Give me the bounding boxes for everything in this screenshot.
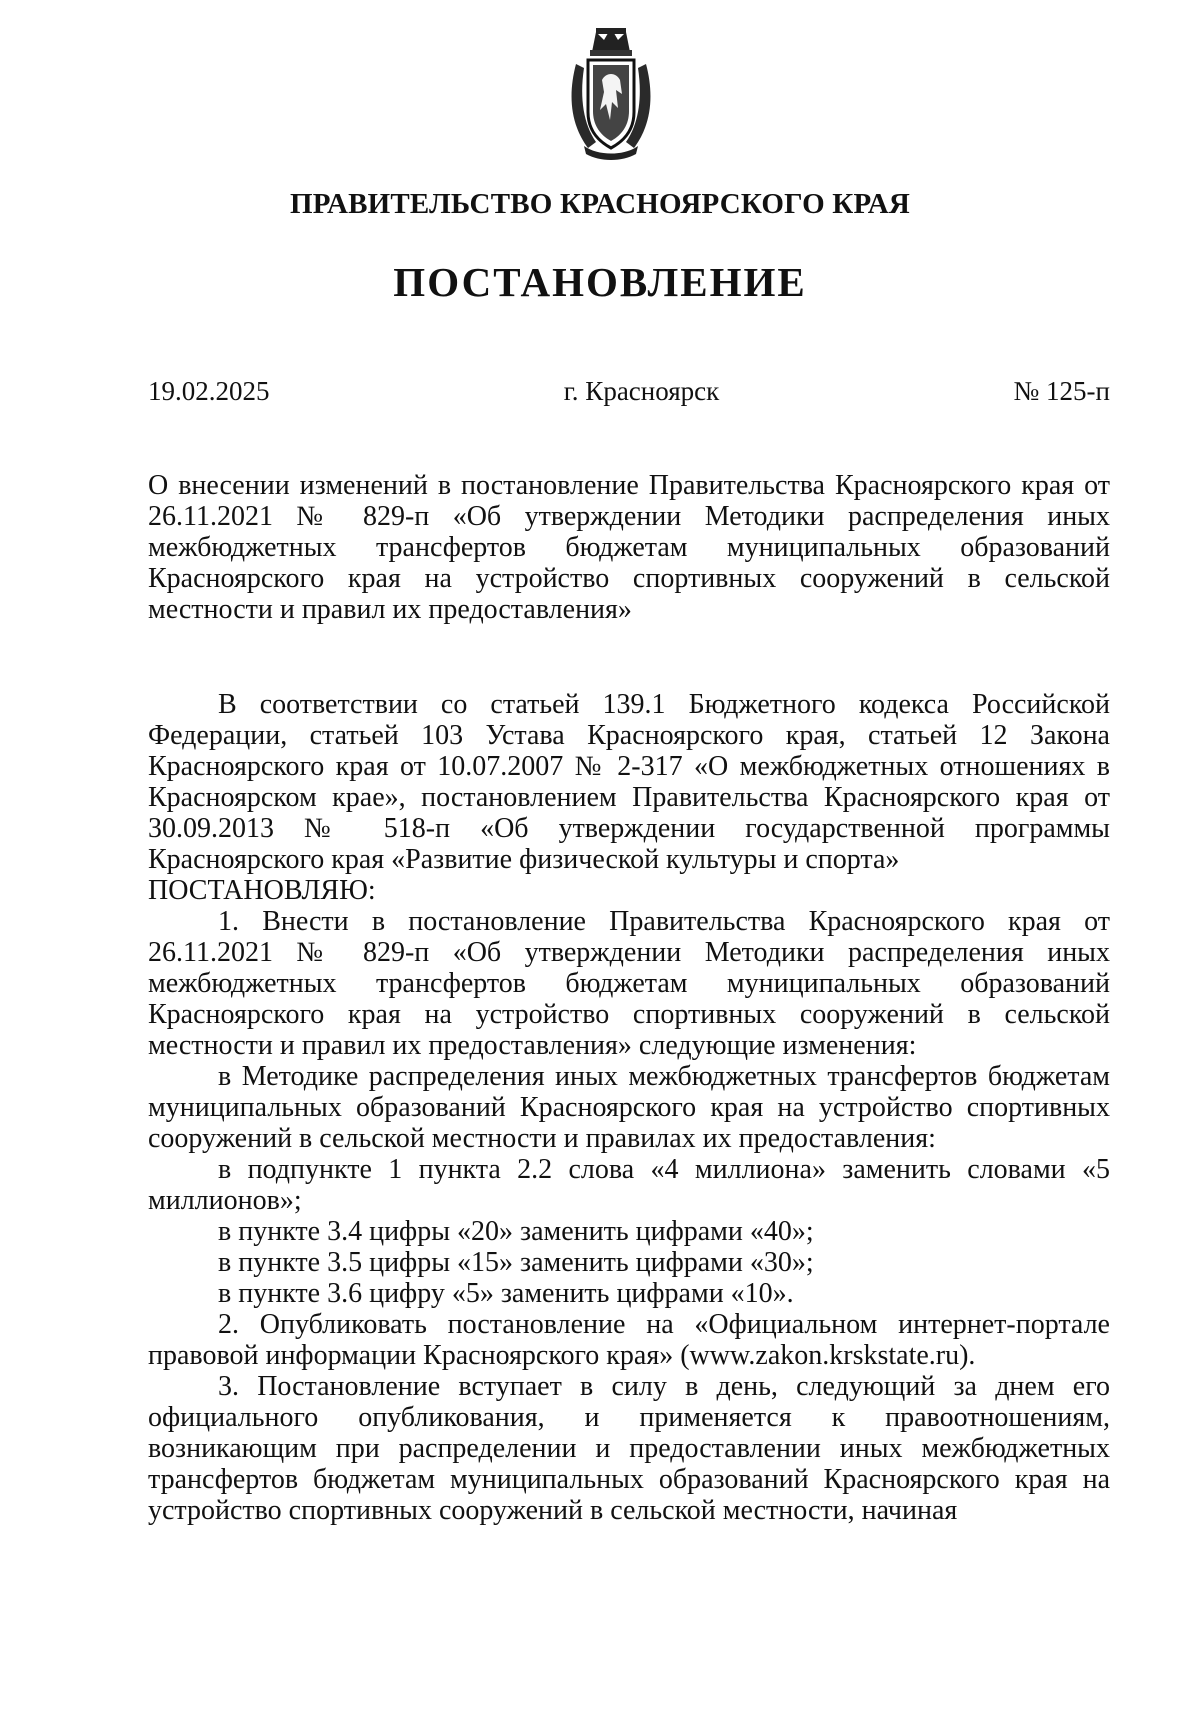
document-number: № 125-п [1013,376,1110,406]
government-title: ПРАВИТЕЛЬСТВО КРАСНОЯРСКОГО КРАЯ [289,188,911,220]
body-paragraph: в подпункте 1 пункта 2.2 слова «4 миллиона» заменить словами «5 миллионов»; [148,1154,1110,1216]
document-subject: О внесении изменений в постановление Правительства Красноярского края от 26.11.2021 № 829-п «Об утверждении Методики распределения иных межбюджетных трансфертов бюджетам муниципальных образований Красноярского края на устройство спортивных сооружений в сельской местности и правил их предоставления» [148,470,1110,625]
body-paragraph: 2. Опубликовать постановление на «Официальном интернет-портале правовой информации Красноярского края» (www.zakon.krskstate.ru). [148,1309,1110,1371]
document-date: 19.02.2025 [148,376,270,406]
coat-of-arms-icon [566,24,656,160]
decree-word: ПОСТАНОВЛЯЮ: [148,875,376,906]
document-body [148,689,1110,1526]
document-meta [148,376,1110,407]
body-paragraph: в пункте 3.5 цифры «15» заменить цифрами «30»; [218,1247,814,1278]
body-paragraph: 3. Постановление вступает в силу в день, следующий за днем его официального опубликования, и применяется к правоотношениям, возникающим при распределении и предоставлении иных межбюджетных трансфертов бюджетам муниципальных образований Красноярского края на устройство спортивных сооружений в сельской местности, начиная [148,1371,1110,1526]
document-type: ПОСТАНОВЛЕНИЕ [393,259,807,305]
body-paragraph: в пункте 3.6 цифру «5» заменить цифрами «10». [218,1278,794,1309]
preamble-paragraph: В соответствии со статьей 139.1 Бюджетного кодекса Российской Федерации, статьей 103 Устава Красноярского края, статьей 12 Закона Красноярского края от 10.07.2007 № 2-317 «О межбюджетных отношениях в Красноярском крае», постановлением Правительства Красноярского края от 30.09.2013 № 518-п «Об утверждении государственной программы Красноярского края «Развитие физической культуры и спорта» [148,689,1110,875]
body-paragraph: 1. Внести в постановление Правительства Красноярского края от 26.11.2021 № 829-п «Об утверждении Методики распределения иных межбюджетных трансфертов бюджетам муниципальных образований Красноярского края на устройство спортивных сооружений в сельской местности и правил их предоставления» следующие изменения: [148,906,1110,1061]
document-city: г. Красноярск [563,376,720,406]
body-paragraph: в Методике распределения иных межбюджетных трансфертов бюджетам муниципальных образований Красноярского края на устройство спортивных сооружений в сельской местности и правилах их предоставления: [148,1061,1110,1154]
body-paragraph: в пункте 3.4 цифры «20» заменить цифрами «40»; [218,1216,814,1247]
